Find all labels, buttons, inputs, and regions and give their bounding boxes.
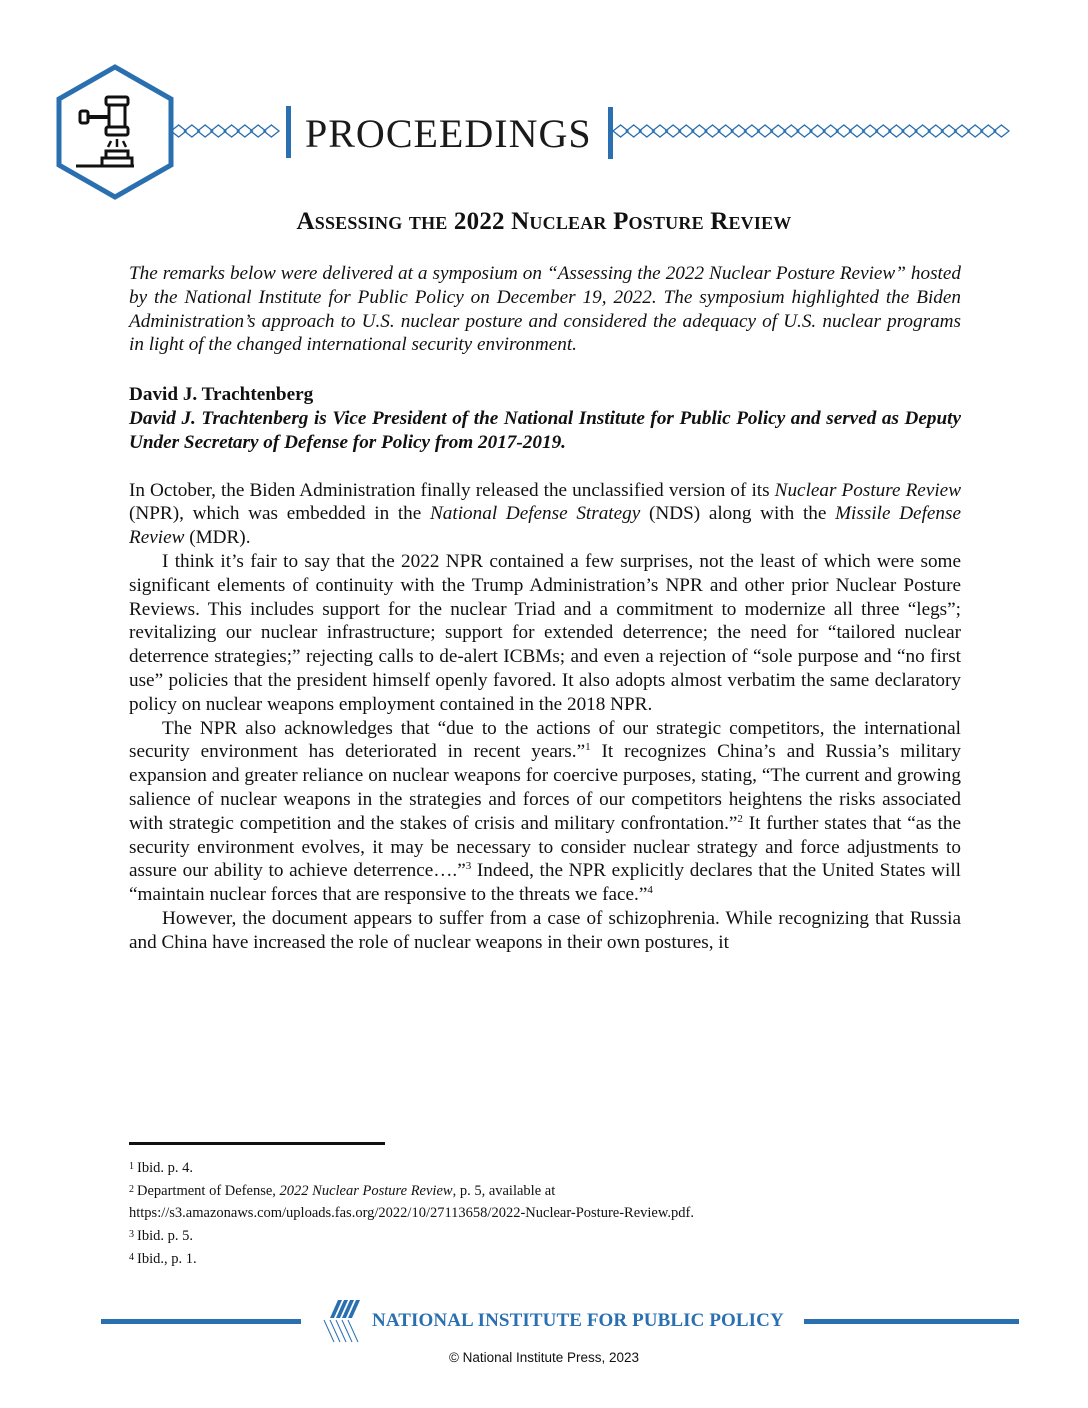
copyright-notice: © National Institute Press, 2023 — [448, 1350, 640, 1365]
footnote-text: Ibid., p. 1. — [137, 1251, 197, 1267]
diamond-chain-decoration-left — [171, 123, 281, 139]
nipp-logo-icon — [320, 1298, 362, 1344]
footnote-3 — [129, 1224, 929, 1247]
document-title: Assessing the 2022 Nuclear Posture Review — [296, 208, 792, 235]
footnote-text: Ibid. p. 4. — [137, 1160, 193, 1176]
text-run: It recognizes China’s and Russia’s military expansion and greater reliance on nuclear weapons for coercive purposes, stating, “The current and growing salience of nuclear weapons in the strategies and forces of our competitors heightens the risks associated with strategic competition and the stakes of crisis and military confrontation.” — [129, 741, 961, 834]
footnote-text: Department of Defense, — [137, 1183, 280, 1199]
footnote-4 — [129, 1247, 929, 1270]
header-label: PROCEEDINGS — [305, 111, 592, 156]
footnote-number: 2 — [129, 1184, 134, 1195]
footer-rule-right — [804, 1319, 1019, 1324]
page-header — [0, 0, 1088, 200]
footnote-1 — [129, 1156, 929, 1179]
text-run: It further states that “as the security environment evolves, it may be necessary to consider nuclear strategy and force adjustments to assure our ability to achieve deterrence….” — [129, 812, 961, 882]
footnote-text-italic: 2022 Nuclear Posture Review — [279, 1183, 453, 1199]
header-divider-left — [286, 106, 291, 158]
text-run-italic: Missile Defense Review — [129, 503, 961, 549]
text-run: (MDR). — [184, 527, 251, 549]
text-run: (NDS) along with the — [640, 503, 836, 525]
author-bio: David J. Trachtenberg is Vice President of the National Institute for Public Policy and served as Deputy Under Secretary of Defense for Policy from 2017-2019. — [129, 407, 961, 453]
footer-organization-name: NATIONAL INSTITUTE FOR PUBLIC POLICY — [372, 1310, 784, 1331]
author-name: David J. Trachtenberg — [129, 384, 314, 406]
diamond-chain-decoration-right — [613, 123, 1013, 139]
footnote-link[interactable]: https://s3.amazonaws.com/uploads.fas.org/2022/10/27113658/2022-Nuclear-Posture-Review.pdf. — [129, 1205, 694, 1221]
document-body — [129, 262, 961, 955]
footnotes — [129, 1156, 929, 1270]
footnote-number: 4 — [129, 1252, 134, 1263]
footnote-text: , p. 5, available at — [452, 1183, 556, 1199]
body-paragraph-3 — [129, 717, 961, 907]
footnote-separator — [129, 1142, 385, 1145]
footnote-ref-3[interactable]: 3 — [465, 860, 472, 873]
footnote-ref-1[interactable]: 1 — [585, 741, 591, 754]
text-run: The NPR also acknowledges that “due to the actions of our strategic competitors, the international security environment has deteriorated in recent years.” — [129, 717, 961, 763]
gavel-hexagon-logo — [54, 63, 176, 201]
author-block — [129, 383, 961, 454]
footnote-number: 3 — [129, 1229, 134, 1240]
text-run-italic: Nuclear Posture Review — [774, 479, 961, 501]
gavel-icon — [54, 63, 176, 201]
text-run: (NPR), which was embedded in the — [129, 503, 430, 525]
footer-rule-left — [101, 1319, 301, 1324]
intro-paragraph: The remarks below were delivered at a symposium on “Assessing the 2022 Nuclear Posture Review” hosted by the National Institute for Public Policy on December 19, 2022. The symposium highlighted the Biden Administration’s approach to U.S. nuclear posture and considered the adequacy of U.S. nuclear programs in light of the changed international security environment. — [129, 263, 961, 356]
body-paragraph-4: However, the document appears to suffer from a case of schizophrenia. While recognizing that Russia and China have increased the role of nuclear weapons in their own postures, it — [129, 907, 961, 953]
text-run: Indeed, the NPR explicitly declares that the United States will “maintain nuclear forces that are responsive to the threats we face.” — [129, 860, 961, 906]
text-run-italic: National Defense Strategy — [429, 503, 641, 525]
footnote-number: 1 — [129, 1161, 134, 1172]
body-paragraph-1 — [129, 479, 961, 550]
text-run: In October, the Biden Administration finally released the unclassified version of its — [129, 479, 775, 501]
footnote-ref-4[interactable]: 4 — [647, 884, 653, 897]
footnote-ref-2[interactable]: 2 — [737, 812, 743, 825]
footnote-2 — [129, 1179, 929, 1224]
footnote-text: Ibid. p. 5. — [137, 1228, 193, 1244]
body-paragraph-2: I think it’s fair to say that the 2022 NPR contained a few surprises, not the least of which were some significant elements of continuity with the Trump Administration’s NPR and other prior Nuclear Posture Reviews. This includes support for the nuclear Triad and a commitment to modernize all three “legs”; revitalizing our nuclear infrastructure; support for extended deterrence; the need for “tailored nuclear deterrence strategies;” rejecting calls to de-alert ICBMs; and even a rejection of “sole purpose and “no first use” policies that the president himself openly favored. It also adopts almost verbatim the same declaratory policy on nuclear weapons employment contained in the 2018 NPR. — [129, 550, 961, 715]
